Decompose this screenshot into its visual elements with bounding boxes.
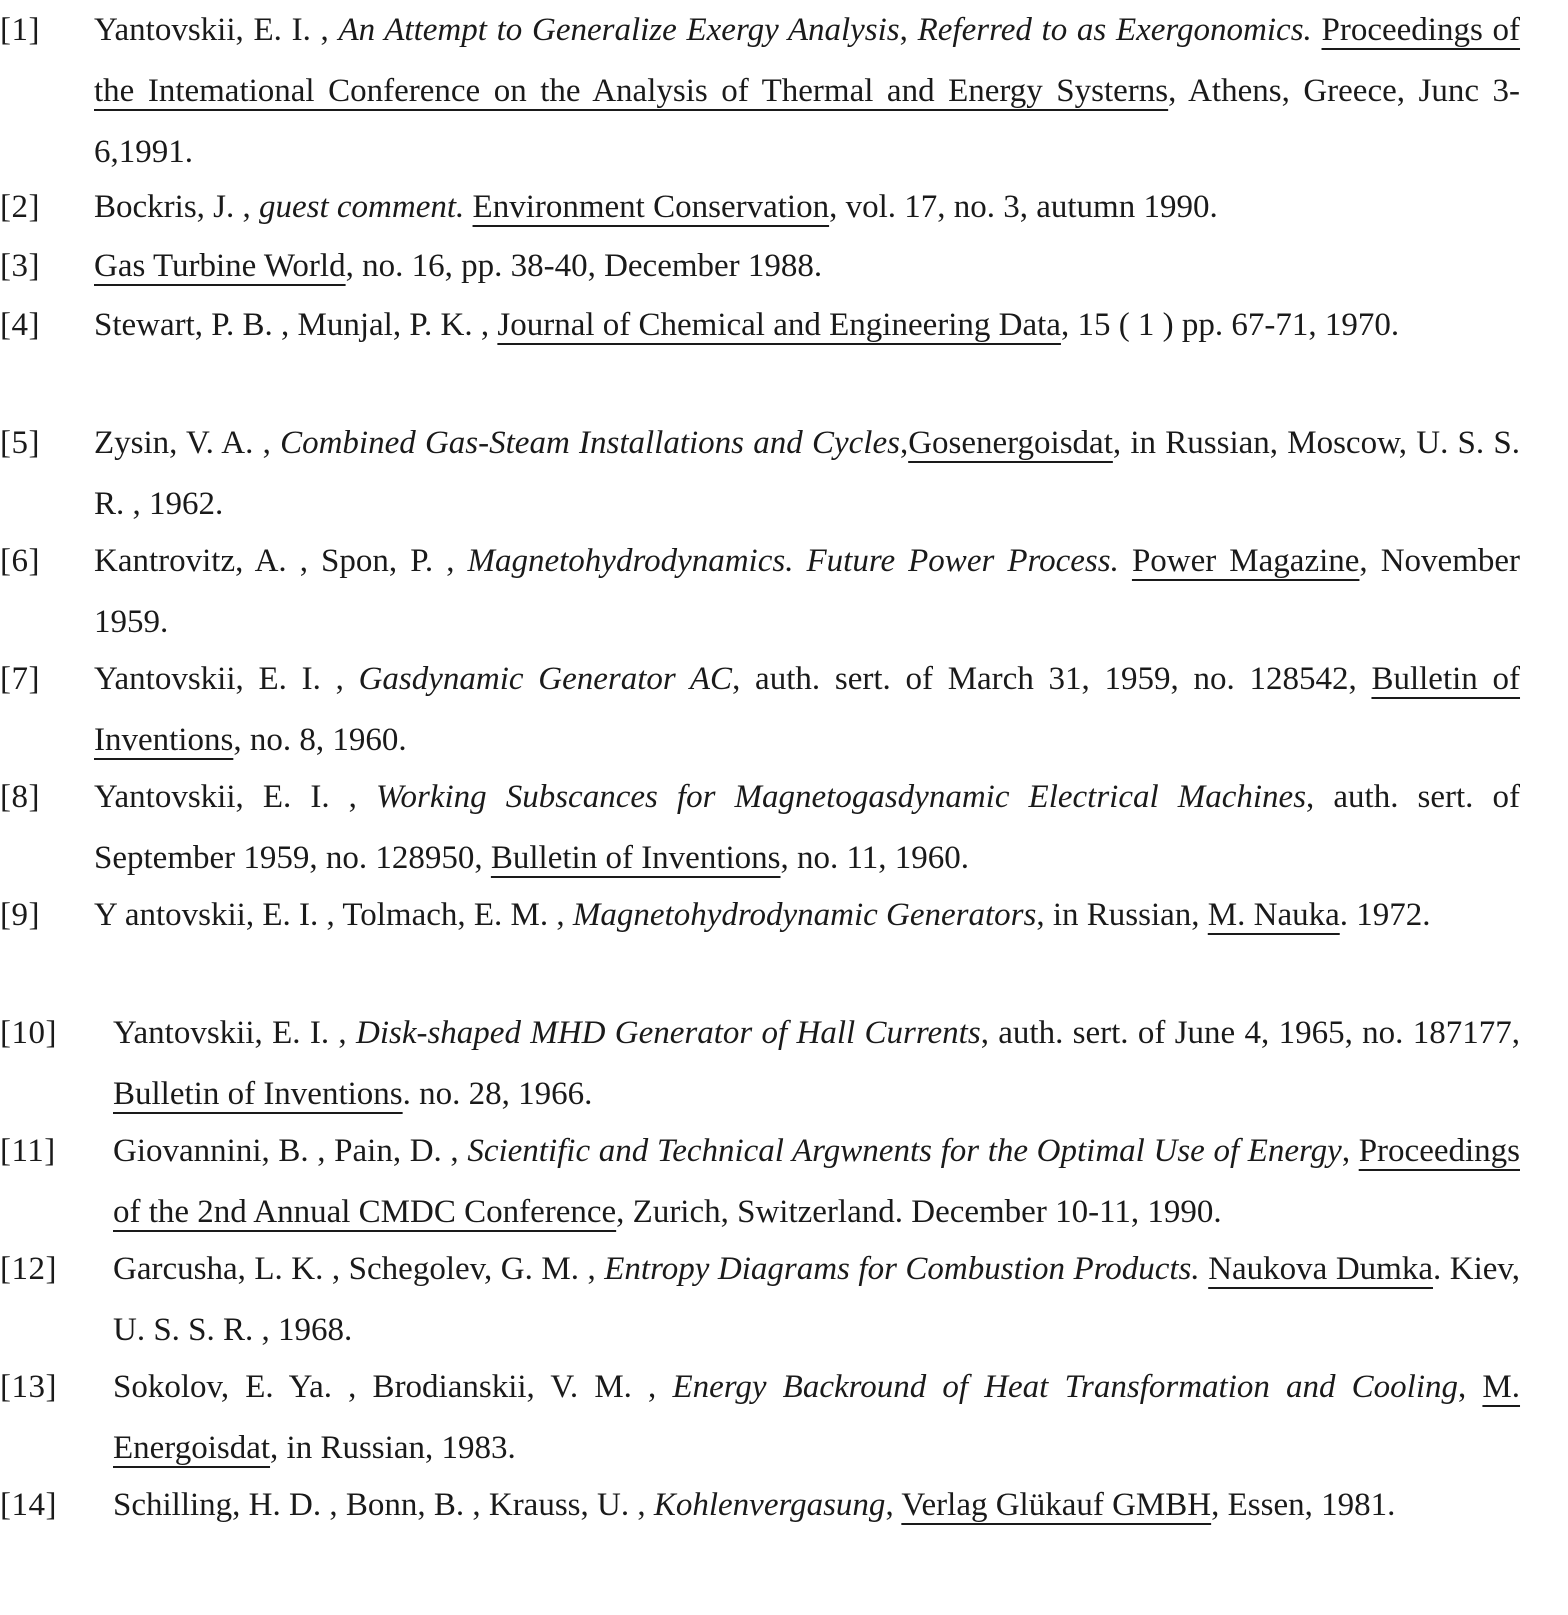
- reference-segment: , November 1959.: [94, 543, 1521, 640]
- reference-number: [7]: [0, 661, 40, 697]
- reference-number: [4]: [0, 307, 40, 343]
- reference-text: [94, 236, 1520, 297]
- reference-text: [113, 1475, 1520, 1536]
- reference-segment: . 1972.: [1339, 897, 1431, 933]
- reference-number: [1]: [0, 12, 40, 48]
- reference-text: [113, 1357, 1520, 1479]
- reference-item: [0, 295, 1568, 356]
- reference-source: Naukova Dumka: [1208, 1251, 1433, 1287]
- reference-item: [0, 649, 1568, 771]
- reference-item: [0, 767, 1568, 889]
- reference-source: Proceedings of the 2nd Annual CMDC Conference: [113, 1133, 1520, 1230]
- reference-segment: Garcusha, L. K. , Schegolev, G. M. ,: [113, 1251, 605, 1287]
- reference-text: [94, 885, 1520, 946]
- reference-segment: , Zurich, Switzerland. December 10-11, 1990.: [616, 1194, 1222, 1230]
- reference-title: Scientific and Technical Argwnents for the Optimal Use of Energy: [467, 1133, 1342, 1169]
- reference-segment: Yantovskii, E. I. ,: [94, 779, 377, 815]
- reference-title: guest comment.: [259, 189, 465, 225]
- reference-item: [0, 531, 1568, 653]
- reference-segment: Zysin, V. A. ,: [94, 425, 281, 461]
- reference-title: Magnetohydrodynamic Generators: [572, 897, 1037, 933]
- reference-number: [5]: [0, 425, 40, 461]
- reference-number: [10]: [0, 1015, 57, 1051]
- reference-title: Entropy Diagrams for Combustion Products.: [604, 1251, 1200, 1287]
- reference-segment: , auth. sert. of June 4, 1965, no. 187177,: [980, 1015, 1520, 1051]
- reference-segment: . no. 28, 1966.: [402, 1076, 593, 1112]
- reference-segment: , auth. sert. of March 31, 1959, no. 128542,: [732, 661, 1372, 697]
- reference-number: [8]: [0, 779, 40, 815]
- reference-segment: Yantovskii, E. I. ,: [94, 12, 339, 48]
- reference-item: [0, 885, 1568, 946]
- reference-segment: , Essen, 1981.: [1211, 1487, 1396, 1523]
- reference-title: An Attempt to Generalize Exergy Analysis: [338, 12, 900, 48]
- reference-number: [14]: [0, 1487, 57, 1523]
- reference-title: Magnetohydrodynamics. Future Power Process.: [467, 543, 1119, 579]
- reference-segment: [1200, 1251, 1209, 1287]
- reference-segment: [1312, 12, 1322, 48]
- reference-text: [94, 177, 1520, 238]
- reference-text: [94, 531, 1520, 653]
- reference-segment: , 15 ( 1 ) pp. 67-71, 1970.: [1060, 307, 1400, 343]
- reference-segment: ,: [899, 12, 918, 48]
- reference-segment: Schilling, H. D. , Bonn, B. , Krauss, U. ,: [113, 1487, 654, 1523]
- reference-number: [11]: [0, 1133, 56, 1169]
- reference-segment: ,: [885, 1487, 902, 1523]
- reference-segment: , vol. 17, no. 3, autumn 1990.: [829, 189, 1218, 225]
- reference-source: Bulletin of Inventions: [490, 840, 781, 876]
- reference-segment: Kantrovitz, A. , Spon, P. ,: [94, 543, 468, 579]
- reference-text: [94, 649, 1520, 771]
- reference-source: Journal of Chemical and Engineering Data: [497, 307, 1061, 343]
- reference-source: Verlag Glükauf GMBH: [901, 1487, 1212, 1523]
- reference-source: Environment Conservation: [472, 189, 830, 225]
- reference-text: [113, 1239, 1520, 1361]
- reference-title: Referred to as Exergonomics.: [917, 12, 1312, 48]
- reference-text: [113, 1003, 1520, 1125]
- reference-item: [0, 1003, 1568, 1125]
- reference-item: [0, 413, 1568, 535]
- reference-segment: , in Russian, Moscow, U. S. S. R. , 1962.: [94, 425, 1520, 522]
- reference-item: [0, 1239, 1568, 1361]
- reference-title: Gasdynamic Generator AC: [358, 661, 733, 697]
- reference-number: [2]: [0, 189, 40, 225]
- reference-title: Combined Gas-Steam Installations and Cycles: [280, 425, 900, 461]
- reference-title: Working Subscances for Magnetogasdynamic Electrical Machines: [376, 779, 1307, 815]
- reference-segment: Yantovskii, E. I. ,: [113, 1015, 356, 1051]
- reference-segment: Sokolov, E. Ya. , Brodianskii, V. M. ,: [113, 1369, 673, 1405]
- reference-source: Gas Turbine World: [94, 248, 346, 284]
- reference-segment: , in Russian, 1983.: [270, 1430, 516, 1466]
- reference-segment: , no. 16, pp. 38-40, December 1988.: [345, 248, 823, 284]
- reference-segment: , no. 8, 1960.: [233, 722, 407, 758]
- reference-text: [94, 295, 1520, 356]
- reference-number: [12]: [0, 1251, 57, 1287]
- reference-number: [9]: [0, 897, 40, 933]
- reference-source: Bulletin of Inventions: [113, 1076, 403, 1112]
- reference-segment: ,: [1341, 1133, 1359, 1169]
- reference-segment: , in Russian,: [1036, 897, 1208, 933]
- reference-segment: Bockris, J. ,: [94, 189, 259, 225]
- reference-segment: . Kiev, U. S. S. R. , 1968.: [113, 1251, 1521, 1348]
- reference-source: M. Nauka: [1207, 897, 1340, 933]
- reference-segment: Y antovskii, E. I. , Tolmach, E. M. ,: [94, 897, 573, 933]
- reference-number: [13]: [0, 1369, 57, 1405]
- reference-source: Proceedings of the Intemational Conference on the Analysis of Thermal and Energy Systerns: [94, 12, 1521, 109]
- reference-segment: ,: [899, 425, 909, 461]
- reference-segment: , Athens, Greece, Junc 3-6,1991.: [94, 73, 1520, 170]
- reference-segment: , no. 11, 1960.: [780, 840, 970, 876]
- reference-number: [3]: [0, 248, 40, 284]
- reference-item: [0, 236, 1568, 297]
- reference-segment: Giovannini, B. , Pain, D. ,: [113, 1133, 468, 1169]
- reference-segment: ,: [1458, 1369, 1483, 1405]
- reference-segment: [464, 189, 472, 225]
- reference-text: [94, 413, 1520, 535]
- reference-segment: , auth. sert. of September 1959, no. 128950,: [94, 779, 1521, 876]
- reference-text: [94, 767, 1520, 889]
- reference-item: [0, 177, 1568, 238]
- reference-text: [113, 1121, 1520, 1243]
- reference-text: [94, 0, 1520, 183]
- reference-title: Energy Backround of Heat Transformation and Cooling: [672, 1369, 1459, 1405]
- reference-segment: Stewart, P. B. , Munjal, P. K. ,: [94, 307, 498, 343]
- reference-title: Kohlenvergasung: [653, 1487, 886, 1523]
- reference-item: [0, 1121, 1568, 1243]
- reference-item: [0, 0, 1568, 183]
- reference-item: [0, 1475, 1568, 1536]
- reference-source: M. Energoisdat: [113, 1369, 1521, 1466]
- reference-source: Gosenergoisdat: [908, 425, 1113, 461]
- reference-source: Bulletin of Inventions: [94, 661, 1521, 758]
- reference-segment: [1119, 543, 1132, 579]
- reference-source: Power Magazine: [1131, 543, 1360, 579]
- reference-segment: Yantovskii, E. I. ,: [94, 661, 359, 697]
- reference-number: [6]: [0, 543, 40, 579]
- reference-title: Disk-shaped MHD Generator of Hall Currents: [355, 1015, 981, 1051]
- reference-item: [0, 1357, 1568, 1479]
